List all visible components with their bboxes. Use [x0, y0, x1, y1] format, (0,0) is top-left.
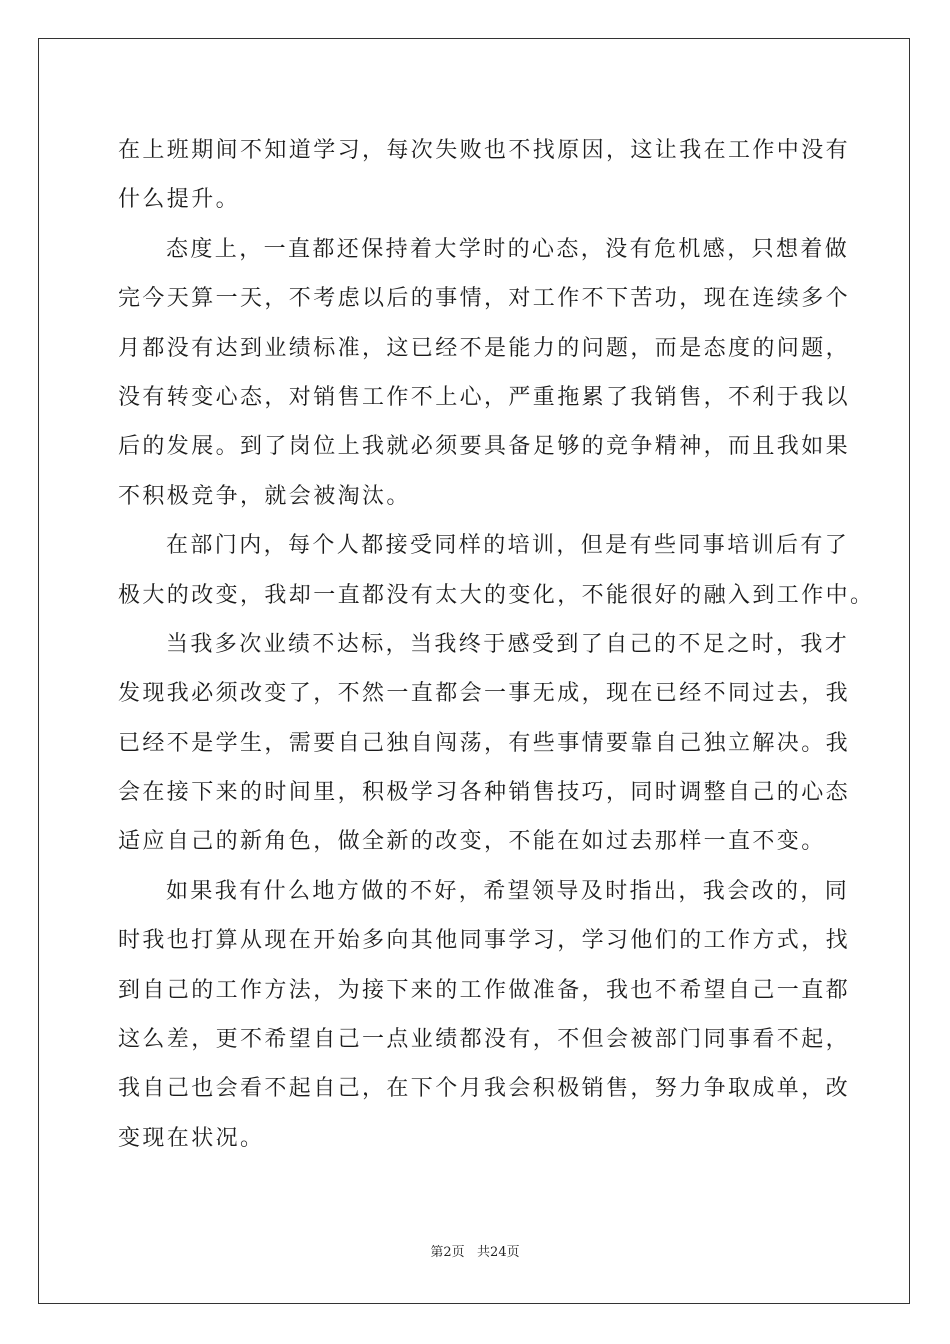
paragraph: [118, 521, 875, 620]
text-line: 极大的改变，我却一直都没有太大的变化，不能很好的融入到工作中。: [118, 582, 875, 608]
text-line: 当我多次业绩不达标，当我终于感受到了自己的不足之时，我才: [166, 631, 850, 657]
text-line: 已经不是学生，需要自己独自闯荡，有些事情要靠自己独立解决。我: [118, 730, 851, 756]
text-line: 完今天算一天，不考虑以后的事情，对工作不下苦功，现在连续多个: [118, 286, 851, 312]
text-line: 适应自己的新角色，做全新的改变，不能在如过去那样一直不变。: [118, 829, 826, 855]
text-line: 什么提升。: [118, 187, 241, 213]
text-line: 在上班期间不知道学习，每次失败也不找原因，这让我在工作中没有: [118, 138, 851, 163]
text-line: 我自己也会看不起自己，在下个月我会积极销售，努力争取成单，改: [118, 1076, 851, 1102]
text-line: 会在接下来的时间里，积极学习各种销售技巧，同时调整自己的心态: [118, 780, 851, 806]
paragraph: [118, 867, 851, 1163]
text-line: 时我也打算从现在开始多向其他同事学习，学习他们的工作方式，找: [118, 928, 851, 954]
paragraph: [118, 126, 851, 225]
text-line: 如果我有什么地方做的不好，希望领导及时指出，我会改的，同: [166, 878, 850, 904]
text-line: 变现在状况。: [118, 1125, 265, 1151]
text-line: 发现我必须改变了，不然一直都会一事无成，现在已经不同过去，我: [118, 681, 851, 707]
text-line: 这么差，更不希望自己一点业绩都没有，不但会被部门同事看不起，: [118, 1027, 851, 1053]
text-line: 不积极竞争，就会被淘汰。: [118, 483, 411, 509]
paragraph: [118, 225, 851, 521]
text-line: 月都没有达到业绩标准，这已经不是能力的问题，而是态度的问题，: [118, 335, 851, 361]
text-line: 后的发展。到了岗位上我就必须要具备足够的竞争精神，而且我如果: [118, 434, 851, 460]
text-line: 态度上，一直都还保持着大学时的心态，没有危机感，只想着做: [166, 236, 850, 262]
text-line: 在部门内，每个人都接受同样的培训，但是有些同事培训后有了: [166, 533, 850, 559]
text-line: 没有转变心态，对销售工作不上心，严重拖累了我销售，不利于我以: [118, 384, 851, 410]
paragraph: [118, 620, 851, 867]
document-body: [118, 126, 875, 1163]
page-number-footer: 第2页 共24页: [430, 1245, 520, 1260]
text-line: 到自己的工作方法，为接下来的工作做准备，我也不希望自己一直都: [118, 977, 851, 1003]
